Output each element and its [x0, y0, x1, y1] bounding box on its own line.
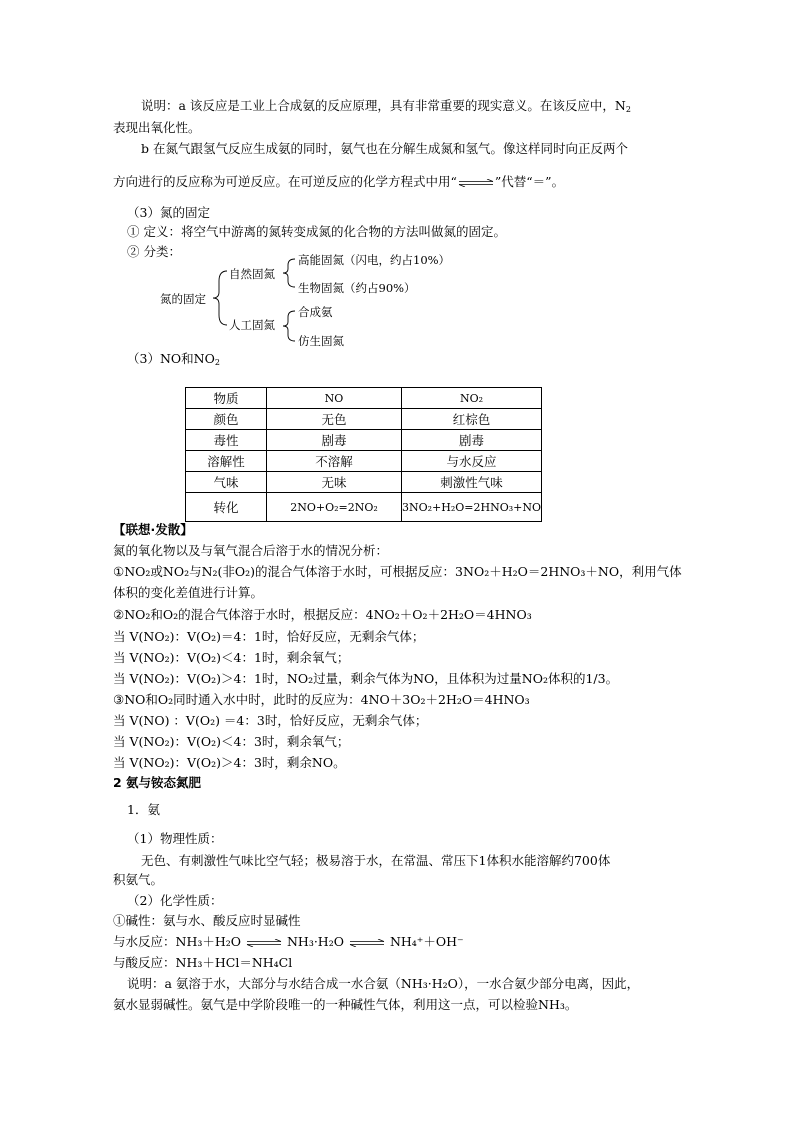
physical-properties-text-cont: 积氨气。: [113, 872, 164, 887]
reversible-arrow-icon: [457, 179, 495, 187]
table-cell: 红棕色: [402, 409, 542, 430]
analysis-case: 当 V(NO₂)：V(O₂)＝4：1时，恰好反应，无剩余气体；: [113, 629, 425, 644]
note-b-line: b 在氮气跟氢气反应生成氨的同时，氨气也在分解生成氮和氢气。像这样同时向正反两个: [141, 141, 628, 156]
table-header-cell: NO₂: [402, 388, 542, 409]
note-b-line-2: 方向进行的反应称为可逆反应。在可逆反应的化学方程式中用“ ”代替“＝”。: [113, 174, 565, 189]
analysis-item-3: ③NO和O₂同时通入水中时，此时的反应为：4NO＋3O₂＋2H₂O＝4HNO₃: [113, 692, 530, 707]
table-row: [186, 409, 542, 430]
table-cell: 刺激性气味: [402, 472, 542, 493]
note-a-line-2: 表现出氧化性。: [113, 120, 201, 135]
table-cell: 剧毒: [402, 430, 542, 451]
table-header-cell: 物质: [186, 388, 267, 409]
analysis-case: 当 V(NO) ：V(O₂) ＝4：3时，恰好反应，无剩余气体；: [113, 713, 428, 728]
nitrogen-fixation-heading: （3）氮的固定: [127, 205, 210, 220]
table-row: [186, 430, 542, 451]
analysis-item-1-cont: 体积的变化差值进行计算。: [113, 585, 264, 600]
table-row: [186, 493, 542, 522]
tree-natural-child: 高能固氮（闪电，约占10%）: [298, 253, 451, 267]
table-cell: 无味: [267, 472, 402, 493]
note-a-line: 说明：a 该反应是工业上合成氨的反应原理，具有非常重要的现实意义。在该反应中，$N_2$: [141, 98, 631, 114]
analysis-case: 当 V(NO₂)：V(O₂)＞4：1时，NO₂过量，剩余气体为NO，且体积为过量NO₂体积的1/3。: [113, 671, 619, 686]
fixation-definition: ① 定义：将空气中游离的氮转变成氮的化合物的方法叫做氮的固定。: [127, 224, 506, 239]
table-cell: 不溶解: [267, 451, 402, 472]
reversible-arrow-icon: [348, 939, 386, 947]
physical-properties-heading: （1）物理性质：: [127, 831, 223, 846]
subsection-ammonia: 1．氨: [127, 802, 160, 817]
tree-braces: [205, 255, 305, 350]
table-cell: 转化: [186, 493, 267, 522]
alkalinity-line: ①碱性：氨与水、酸反应时显碱性: [113, 913, 301, 928]
tree-artificial: 人工固氮: [229, 318, 275, 332]
tree-root: 氮的固定: [160, 292, 206, 306]
table-cell: 气味: [186, 472, 267, 493]
table-header-cell: NO: [267, 388, 402, 409]
tree-natural: 自然固氮: [229, 267, 275, 281]
no-no2-table: [185, 387, 542, 522]
analysis-case: 当 V(NO₂)：V(O₂)＜4：1时，剩余氧气；: [113, 650, 350, 665]
chemical-properties-heading: （2）化学性质：: [127, 893, 223, 908]
analysis-item-1: ①NO₂或NO₂与N₂(非O₂)的混合气体溶于水时，可根据反应：3NO₂＋H₂O＝2HNO₃＋NO，利用气体: [113, 564, 682, 579]
table-cell: 与水反应: [402, 451, 542, 472]
no-no2-heading: （3）NO和$NO_2$: [127, 351, 220, 367]
table-row: [186, 472, 542, 493]
ammonia-note-cont: 氨水显弱碱性。氨气是中学阶段唯一的一种碱性气体，利用这一点，可以检验NH₃。: [113, 997, 578, 1012]
fixation-classification: ② 分类：: [127, 244, 181, 259]
table-cell: 无色: [267, 409, 402, 430]
analysis-item-2: ②NO₂和O₂的混合气体溶于水时，根据反应：4NO₂＋O₂＋2H₂O＝4HNO₃: [113, 607, 532, 622]
section-title-ammonia: 2 氨与铵态氮肥: [113, 775, 202, 790]
ammonia-note: 说明：a 氨溶于水，大部分与水结合成一水合氨（NH₃·H₂O），一水合氨少部分电离，因此，: [127, 976, 640, 991]
reversible-arrow-icon: [245, 939, 283, 947]
table-header-row: [186, 388, 542, 409]
table-cell: 剧毒: [267, 430, 402, 451]
section-heading-association: 【联想·发散】: [113, 522, 193, 537]
tree-artificial-child: 仿生固氮: [298, 334, 344, 348]
analysis-case: 当 V(NO₂)：V(O₂)＜4：3时，剩余氧气；: [113, 734, 350, 749]
tree-artificial-child: 合成氨: [298, 305, 333, 319]
physical-properties-text: 无色、有刺激性气味比空气轻；极易溶于水，在常温、常压下1体积水能溶解约700体: [141, 853, 611, 868]
tree-natural-child: 生物固氮（约占90%）: [298, 281, 416, 295]
table-cell: 3NO₂+H₂O=2HNO₃+NO: [402, 493, 542, 522]
table-row: [186, 451, 542, 472]
table-cell: 溶解性: [186, 451, 267, 472]
table-cell: 2NO+O₂=2NO₂: [267, 493, 402, 522]
reaction-with-water: 与水反应：NH₃＋H₂O NH₃·H₂O NH₄⁺＋OH⁻: [113, 934, 464, 949]
table-cell: 颜色: [186, 409, 267, 430]
analysis-case: 当 V(NO₂)：V(O₂)＞4：3时，剩余NO。: [113, 755, 346, 770]
table-cell: 毒性: [186, 430, 267, 451]
analysis-intro: 氮的氧化物以及与氧气混合后溶于水的情况分析：: [113, 543, 389, 558]
reaction-with-acid: 与酸反应：NH₃＋HCl＝NH₄Cl: [113, 955, 293, 970]
